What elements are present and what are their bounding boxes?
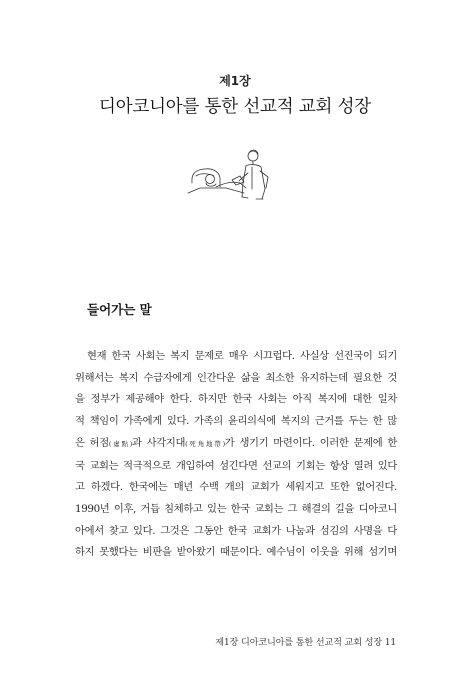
hanja-annotation: (虛點): [108, 439, 132, 448]
body-line: 적 책임이 가족에게 있다. 가족의 윤리의식에 복지의 근거를 두는 한 많: [75, 415, 397, 428]
body-text-segment: 과 사각지대: [132, 436, 186, 449]
running-head: 제1장 디아코니아를 통한 선교적 교회 성장: [215, 637, 382, 648]
page-number: 11: [384, 637, 396, 648]
body-line: 아에서 찾고 있다. 그것은 그동안 한국 교회가 나눔과 섬김의 사명을 다: [75, 524, 397, 537]
body-paragraph: [75, 346, 397, 564]
body-text-segment: 은 허점: [75, 436, 109, 449]
body-line-with-hanja: [75, 433, 397, 456]
body-line: 현재 한국 사회는 복지 문제로 매우 시끄럽다. 사실상 선진국이 되기: [87, 350, 397, 362]
caregiver-patient-illustration: [186, 143, 286, 203]
body-line: 하지 못했다는 비판을 받아왔기 때문이다. 예수님이 이웃을 위해 섬기며: [75, 546, 397, 559]
body-text-segment: 가 생기기 마련이다. 이러한 문제에 한: [224, 436, 398, 449]
chapter-title: 디아코니아를 통한 선교적 교회 성장: [98, 97, 372, 117]
chapter-number: 제1장: [219, 74, 251, 88]
body-line: 고 하겠다. 한국에는 매년 수백 개의 교회가 세워지고 또한 없어진다.: [75, 481, 397, 494]
body-line: 위해서는 복지 수급자에게 인간다운 삶을 최소한 유지하는데 필요한 것: [75, 371, 397, 384]
section-heading: 들어가는 말: [87, 302, 152, 317]
page-footer: [215, 634, 396, 648]
body-line: 국 교회는 적극적으로 개입하여 섬긴다면 선교의 기회는 항상 열려 있다: [75, 459, 397, 472]
hanja-annotation: (死角地帶): [185, 439, 225, 448]
body-line: 1990년 이후, 거듭 침체하고 있는 한국 교회는 그 해결의 길을 디아코니: [75, 502, 397, 515]
body-line: 을 정부가 제공해야 한다. 하지만 한국 사회는 아직 복지에 대한 일차: [75, 393, 397, 406]
